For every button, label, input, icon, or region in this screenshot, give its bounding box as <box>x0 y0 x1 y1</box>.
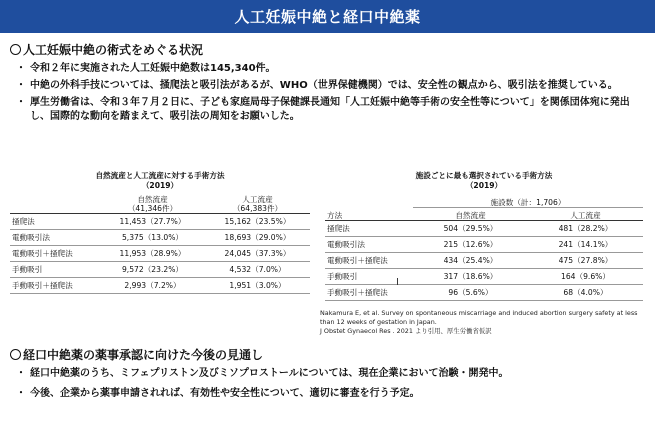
table-right <box>325 171 643 301</box>
circle-icon <box>10 349 21 360</box>
bullet-text: 厚生労働省は、令和３年７月２日に、子ども家庭局母子保健課長通知「人工妊娠中絶等手術の安全性等について」を関係団体宛に発出し、国際的な動向を踏まえて、吸引法の周知をお願いした。 <box>30 97 630 122</box>
table-row <box>10 214 310 230</box>
table-row <box>10 262 310 278</box>
method-cell: 電動吸引法 <box>325 236 413 252</box>
value-cell: 9,572（23.2%） <box>100 262 205 278</box>
list-item <box>12 96 642 124</box>
bullet-icon: ・ <box>16 63 26 74</box>
section1-heading-text: 人工妊娠中絶の術式をめぐる状況 <box>23 43 204 57</box>
method-cell: 電動吸引＋掻爬法 <box>10 246 100 262</box>
header-cell: 施設数（計：1,706） <box>413 195 643 207</box>
table-left-year: （2019） <box>141 181 179 190</box>
value-cell: 4,532（7.0%） <box>205 262 310 278</box>
method-cell: 手動吸引＋掻爬法 <box>10 278 100 294</box>
table-right-caption: 施設ごとに最も選択されている手術方法 <box>415 171 553 180</box>
circle-icon <box>10 44 21 55</box>
value-cell: 18,693（29.0%） <box>205 230 310 246</box>
table-header-row <box>10 195 310 214</box>
list-item <box>12 387 642 401</box>
method-cell: 掻爬法 <box>10 214 100 230</box>
header-cell: 自然流産 <box>413 207 528 220</box>
table-right-year: （2019） <box>465 181 503 190</box>
table-right-grid <box>325 195 643 301</box>
table-row <box>325 252 643 268</box>
table-left-caption: 自然流産と人工流産に対する手術方法 <box>95 171 225 180</box>
table-row <box>10 230 310 246</box>
table-row <box>10 278 310 294</box>
table-row <box>325 236 643 252</box>
section2-heading-text: 経口中絶薬の薬事承認に向けた今後の見通し <box>23 348 264 362</box>
list-item <box>12 62 642 76</box>
value-cell: 434（25.4%） <box>413 252 528 268</box>
method-cell: 手動吸引＋掻爬法 <box>325 284 413 300</box>
method-cell: 掻爬法 <box>325 220 413 236</box>
value-cell: 475（27.8%） <box>528 252 643 268</box>
source-citation <box>320 309 650 336</box>
header-cell: 人工流産 <box>528 207 643 220</box>
bullet-icon: ・ <box>16 97 26 108</box>
source-line: J Obstet Gynaecol Res . 2021 より引用、厚生労働省仮訳 <box>320 327 492 335</box>
value-cell: 241（14.1%） <box>528 236 643 252</box>
value-cell: 215（12.6%） <box>413 236 528 252</box>
bullet-text: 経口中絶薬のうち、ミフェプリストン及びミソプロストールについては、現在企業において治験・開発中。 <box>30 368 509 379</box>
value-cell: 2,993（7.2%） <box>100 278 205 294</box>
bullet-text: 中絶の外科手技については、掻爬法と吸引法があるが、WHO（世界保健機関）では、安全性の観点から、吸引法を推奨している。 <box>30 80 618 91</box>
table-row <box>325 220 643 236</box>
value-cell: 164（9.6%） <box>528 268 643 284</box>
text-cursor-icon: I <box>396 277 399 288</box>
list-item <box>12 367 642 381</box>
value-cell: 504（29.5%） <box>413 220 528 236</box>
header-cell <box>10 195 100 214</box>
value-cell: 68（4.0%） <box>528 284 643 300</box>
section2-bullets <box>12 367 642 404</box>
section1-bullets <box>12 62 642 127</box>
value-cell: 317（18.6%） <box>413 268 528 284</box>
table-row <box>10 246 310 262</box>
section2-heading <box>10 346 263 363</box>
table-row <box>325 268 643 284</box>
table-left-grid <box>10 195 310 294</box>
value-cell: 5,375（13.0%） <box>100 230 205 246</box>
table-left <box>10 171 310 294</box>
method-cell: 手動吸引 <box>10 262 100 278</box>
table-row <box>325 284 643 300</box>
table-group-row <box>325 195 643 207</box>
value-cell: 11,953（28.9%） <box>100 246 205 262</box>
header-cell <box>325 195 413 207</box>
value-cell: 481（28.2%） <box>528 220 643 236</box>
table-header-row <box>325 207 643 220</box>
value-cell: 1,951（3.0%） <box>205 278 310 294</box>
bullet-icon: ・ <box>16 80 26 91</box>
header-cell: 自然流産 （41,346件） <box>100 195 205 214</box>
section1-heading <box>10 41 203 58</box>
bullet-text: 今後、企業から薬事申請されれば、有効性や安全性について、適切に審査を行う予定。 <box>30 388 420 399</box>
header-cell: 方法 <box>325 207 413 220</box>
list-item <box>12 79 642 93</box>
value-cell: 15,162（23.5%） <box>205 214 310 230</box>
method-cell: 電動吸引法 <box>10 230 100 246</box>
method-cell: 手動吸引 <box>325 268 413 284</box>
value-cell: 11,453（27.7%） <box>100 214 205 230</box>
title-bar <box>0 0 655 33</box>
bullet-icon: ・ <box>16 368 26 379</box>
header-cell: 人工流産 （64,383件） <box>205 195 310 214</box>
bullet-text: 令和２年に実施された人工妊娠中絶数は145,340件。 <box>30 63 276 74</box>
method-cell: 電動吸引＋掻爬法 <box>325 252 413 268</box>
source-line: Nakamura E, et al. Survey on spontaneous miscarriage and induced abortion surgery safety at less than 12 weeks of gestation in Japan. <box>320 309 638 326</box>
page-title: 人工妊娠中絶と経口中絶薬 <box>234 8 421 26</box>
value-cell: 96（5.6%） <box>413 284 528 300</box>
value-cell: 24,045（37.3%） <box>205 246 310 262</box>
bullet-icon: ・ <box>16 388 26 399</box>
